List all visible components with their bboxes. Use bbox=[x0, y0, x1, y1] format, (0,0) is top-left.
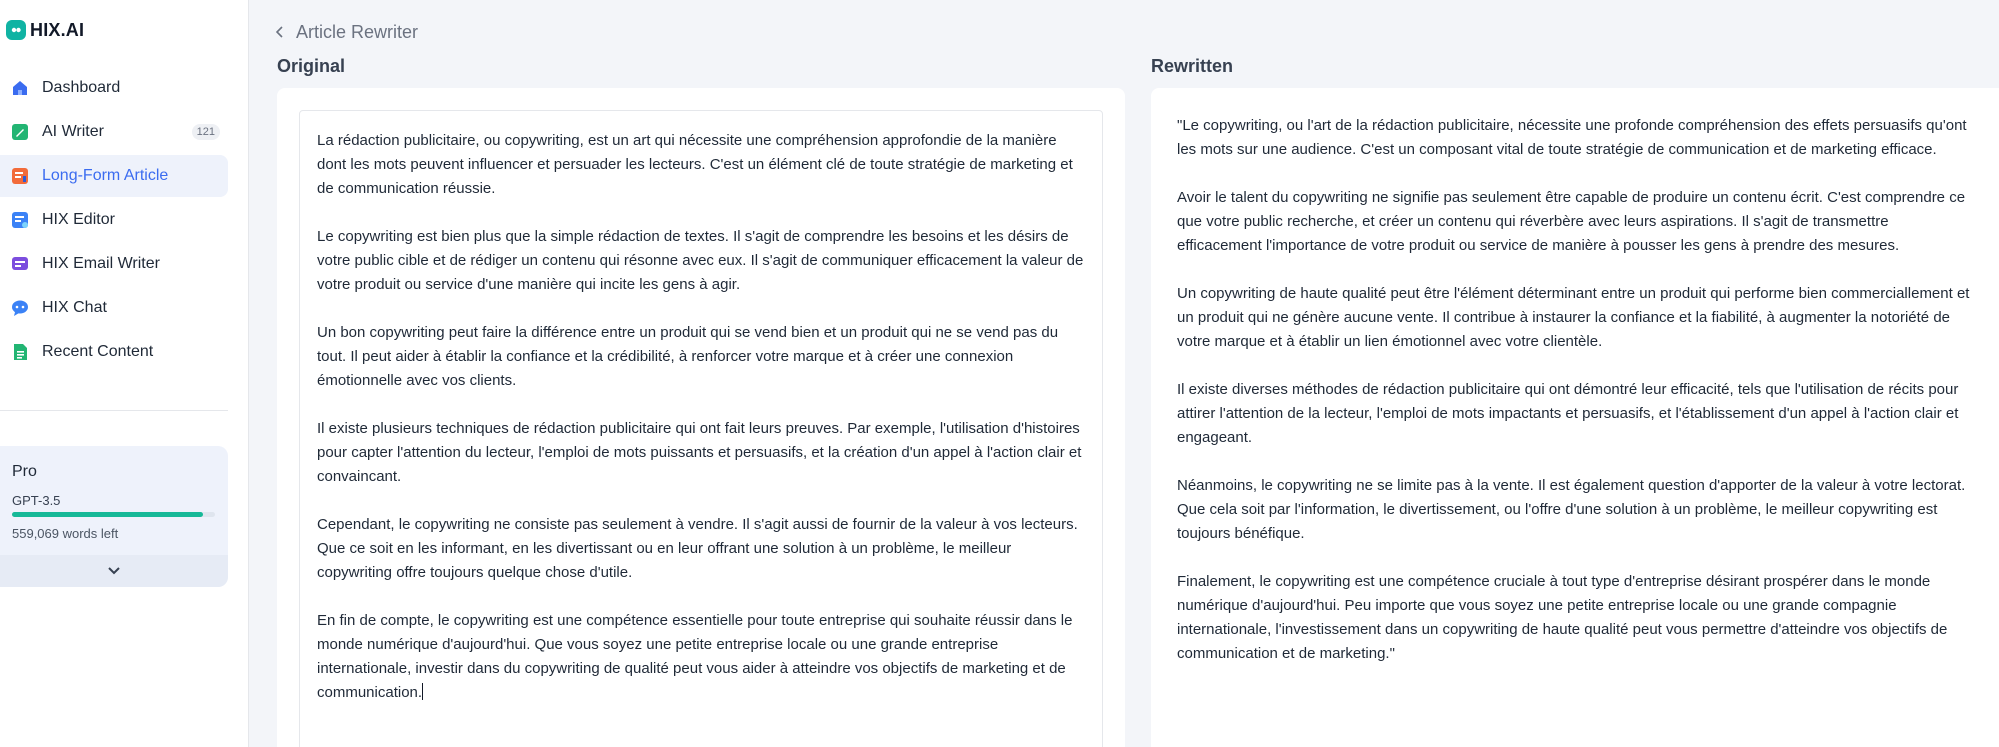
chat-icon bbox=[10, 298, 30, 318]
rewritten-paragraph: Avoir le talent du copywriting ne signifie pas seulement être capable de produire un contenu écrit. C'est comprendre ce que votre public recherche, et créer un contenu qui réverbère avec leurs aspirations. Il s'agit de transmettre efficacement l'importance de votre produit ou service de manière à pousser les gens à prendre des mesures. bbox=[1177, 189, 1966, 254]
usage-progress-fill bbox=[12, 512, 203, 517]
email-icon bbox=[10, 254, 30, 274]
usage-progress-bar bbox=[12, 512, 215, 517]
count-badge: 121 bbox=[192, 124, 220, 140]
plan-expand-button[interactable] bbox=[0, 555, 228, 587]
original-paragraph: Un bon copywriting peut faire la différence entre un produit qui se vend bien et un produit qui ne se vend pas du tout. Il peut aider à établir la confiance et la crédibilité, à renforcer votre marque et à créer une connexion émotionnelle avec vos clients. bbox=[317, 324, 1059, 389]
file-list-icon bbox=[10, 342, 30, 362]
plan-model: GPT-3.5 bbox=[12, 493, 61, 508]
rewritten-paragraph: Finalement, le copywriting est une compétence cruciale à tout type d'entreprise désirant prospérer dans le monde numérique d'aujourd'hui. Peu importe que vous soyez une petite entreprise locale ou une grande compagnie internationale, l'investissement dans un copywriting de haute qualité peut vous permettre d'atteindre vos objectifs de communication et de marketing." bbox=[1177, 573, 1948, 662]
sidebar-nav bbox=[0, 67, 249, 375]
sidebar-item-hix-email-writer[interactable] bbox=[0, 243, 228, 285]
document-edit-icon bbox=[10, 166, 30, 186]
sidebar-item-label: Recent Content bbox=[42, 343, 154, 360]
original-title: Original bbox=[277, 56, 346, 76]
sidebar-item-label: Dashboard bbox=[42, 79, 121, 96]
rewritten-paragraph: Un copywriting de haute qualité peut être l'élément déterminant entre un produit qui performe bien commerciallement et un produit qui ne génère aucune vente. Il contribue à instaurer la confiance et la fiabilité, à augmenter la notoriété de votre marque et à établir un lien émotionnel avec votre clientèle. bbox=[1177, 285, 1970, 350]
original-paragraph-text: En fin de compte, le copywriting est une compétence essentielle pour toute entreprise qui souhaite réussir dans le monde numérique d'aujourd'hui. Que vous soyez une petite entreprise locale ou une grande entreprise internationale, investir dans du copywriting de qualité peut vous aider à atteindre vos objectifs de marketing et de communication. bbox=[317, 612, 1073, 701]
logo[interactable] bbox=[6, 18, 84, 42]
sidebar-item-ai-writer[interactable] bbox=[0, 111, 228, 153]
text-cursor bbox=[422, 683, 423, 700]
pen-icon bbox=[10, 122, 30, 142]
home-icon bbox=[10, 78, 30, 98]
sidebar-item-long-form-article[interactable] bbox=[0, 155, 228, 197]
logo-icon bbox=[6, 20, 26, 40]
original-paragraph: Le copywriting est bien plus que la simple rédaction de textes. Il s'agit de comprendre les besoins et les désirs de votre public cible et de rédiger un contenu qui résonne avec eux. Il s'agit de communiquer efficacement la valeur de votre produit ou service d'une manière qui incite les gens à agir. bbox=[317, 228, 1084, 293]
logo-text: HIX.AI bbox=[30, 19, 85, 40]
editor-icon bbox=[10, 210, 30, 230]
rewritten-paragraph: Néanmoins, le copywriting ne se limite pas à la vente. Il est également question d'apporter de la valeur à votre lectorat. Que cela soit par l'information, le divertissement, ou l'offre d'une solution à un problème, le meilleur copywriting est toujours bénéfique. bbox=[1177, 477, 1966, 542]
page-title: Article Rewriter bbox=[296, 21, 419, 42]
rewritten-paragraph: "Le copywriting, ou l'art de la rédaction publicitaire, nécessite une profonde compréhension des effets persuasifs qu'ont les mots sur une audience. C'est un composant vital de toute stratégie de communication et de marketing efficace. bbox=[1177, 117, 1967, 158]
original-text-editor[interactable] bbox=[299, 110, 1103, 747]
sidebar-item-hix-chat[interactable] bbox=[0, 287, 228, 329]
sidebar-item-hix-editor[interactable] bbox=[0, 199, 228, 241]
chevron-down-icon bbox=[108, 562, 120, 580]
plan-name: Pro bbox=[12, 463, 37, 480]
original-paragraph: Il existe plusieurs techniques de rédaction publicitaire qui ont fait leurs preuves. Par exemple, l'utilisation d'histoires pour capter l'attention du lecteur, l'emploi de mots puissants et persuasifs, et la création d'un appel à l'action clair et convaincant. bbox=[317, 420, 1082, 485]
rewritten-panel bbox=[1151, 88, 1999, 747]
rewritten-paragraph: Il existe diverses méthodes de rédaction publicitaire qui ont démontré leur efficacité, tels que l'utilisation de récits pour attirer l'attention de la lecteur, l'emploi de mots impactants et persuasifs, et l'établissement d'un appel à l'action clair et engageant. bbox=[1177, 381, 1959, 446]
plan-card bbox=[0, 446, 228, 587]
sidebar-item-dashboard[interactable] bbox=[0, 67, 228, 109]
original-panel bbox=[277, 88, 1125, 747]
back-button[interactable] bbox=[276, 20, 418, 44]
sidebar-divider bbox=[0, 410, 228, 411]
sidebar-item-label: Long-Form Article bbox=[42, 167, 169, 184]
original-paragraph: Cependant, le copywriting ne consiste pas seulement à vendre. Il s'agit aussi de fournir de la valeur à vos lecteurs. Que ce soit en les informant, en les divertissant ou en leur offrant une solution à un problème, le meilleur copywriting offre toujours quelque chose d'utile. bbox=[317, 516, 1078, 581]
words-left: 559,069 words left bbox=[12, 526, 119, 541]
rewritten-title: Rewritten bbox=[1151, 56, 1234, 76]
chevron-left-icon bbox=[276, 22, 284, 43]
sidebar bbox=[0, 0, 249, 747]
sidebar-item-label: HIX Chat bbox=[42, 299, 107, 316]
sidebar-item-recent-content[interactable] bbox=[0, 331, 228, 373]
original-paragraph: La rédaction publicitaire, ou copywriting, est un art qui nécessite une compréhension approfondie de la manière dont les mots peuvent influencer et persuader les lecteurs. C'est un élément clé de toute stratégie de marketing et de communication réussie. bbox=[317, 132, 1073, 197]
sidebar-item-label: HIX Editor bbox=[42, 211, 115, 228]
sidebar-item-label: AI Writer bbox=[42, 123, 104, 140]
original-paragraph-last bbox=[317, 609, 1087, 705]
sidebar-item-label: HIX Email Writer bbox=[42, 255, 160, 272]
